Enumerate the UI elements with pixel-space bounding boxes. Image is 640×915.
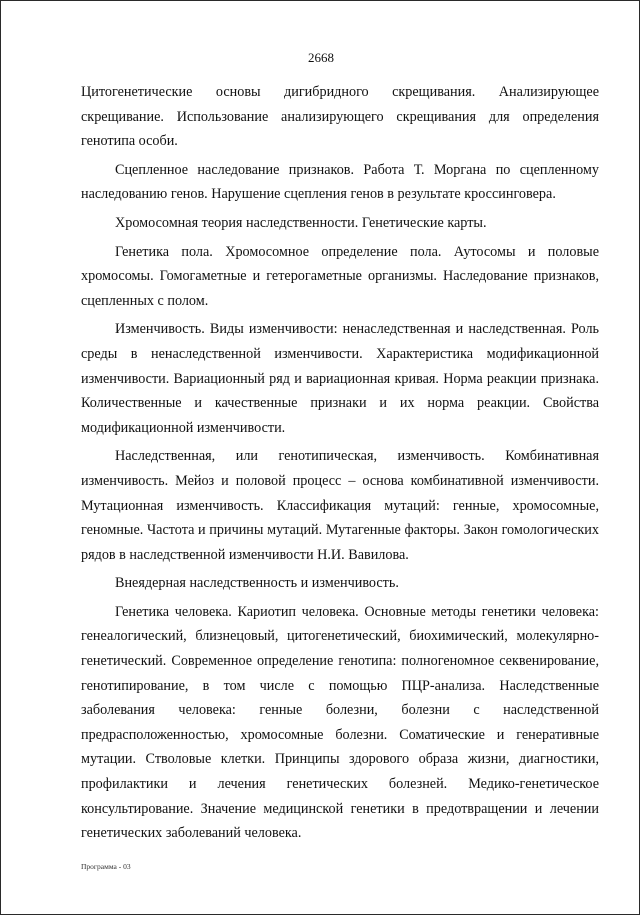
paragraph-linked-inheritance: Сцепленное наследование признаков. Работа Т. Моргана по сцепленному наследованию генов. Нарушение сцепления генов в результате кроссинговера. bbox=[81, 161, 599, 203]
paragraph-sex-genetics: Генетика пола. Хромосомное определение пола. Аутосомы и половые хромосомы. Гомогаметные и гетерогаметные организмы. Наследование признаков, сцепленных с полом. bbox=[81, 243, 599, 309]
paragraph-hereditary-variability: Наследственная, или генотипическая, изменчивость. Комбинативная изменчивость. Мейоз и половой процесс – основа комбинативной изменчивости. Мутационная изменчивость. Классификация мутаций: генные, хромосомные, геномные. Частота и причины мутаций. Мутагенные факторы. Закон гомологических рядов в наследственной изменчивости Н.И. Вавилова. bbox=[81, 448, 599, 563]
footer-program-label: Программа - 03 bbox=[81, 862, 131, 871]
paragraph-chromosome-theory: Хромосомная теория наследственности. Генетические карты. bbox=[115, 214, 487, 231]
paragraph-extranuclear-heredity: Внеядерная наследственность и изменчивость. bbox=[115, 575, 399, 592]
paragraph-human-genetics: Генетика человека. Кариотип человека. Основные методы генетики человека: генеалогический, близнецовый, цитогенетический, биохимический, молекулярно-генетический. Современное определение генотипа: полногеномное секвенирование, генотипирование, в том числе с помощью ПЦР-анализа. Наследственные заболевания человека: генные болезни, болезни с наследственной предрасположенностью, хромосомные болезни. Соматические и генеративные мутации. Стволовые клетки. Принципы здорового образа жизни, диагностики, профилактики и лечения генетических болезней. Медико-генетическое консультирование. Значение медицинской генетики в предотвращении и лечении генетических заболеваний человека. bbox=[81, 603, 599, 842]
body-text bbox=[81, 80, 599, 850]
page-number: 2668 bbox=[308, 50, 334, 65]
paragraph-variability: Изменчивость. Виды изменчивости: ненаследственная и наследственная. Роль среды в ненаследственной изменчивости. Характеристика модификационной изменчивости. Вариационный ряд и вариационная кривая. Норма реакции признака. Количественные и качественные признаки и их норма реакции. Свойства модификационной изменчивости. bbox=[81, 321, 599, 436]
paragraph-dihybrid-crossing: Цитогенетические основы дигибридного скрещивания. Анализирующее скрещивание. Использование анализирующего скрещивания для определения генотипа особи. bbox=[81, 84, 599, 150]
